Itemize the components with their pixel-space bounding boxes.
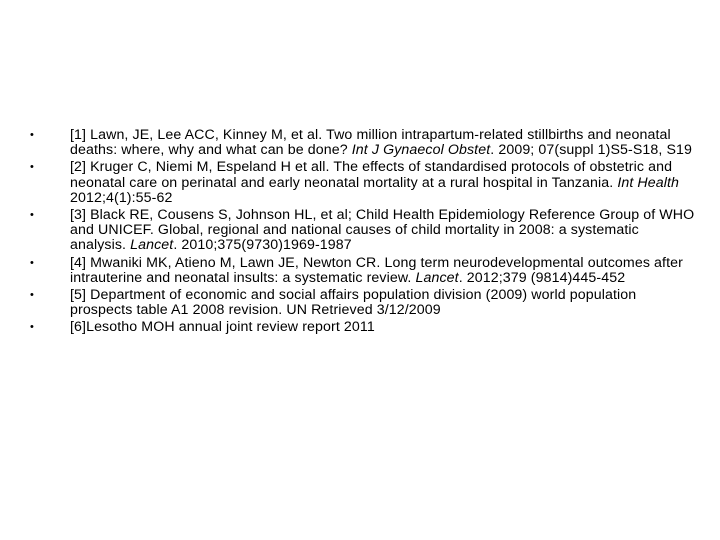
reference-segment: [5] Department of economic and social affairs population division (2009) world population prospects table A1 2008 revision. UN Retrieved 3/12/2009 bbox=[70, 287, 637, 319]
bullet-icon: • bbox=[30, 321, 34, 334]
reference-text bbox=[70, 159, 679, 205]
reference-segment: [4] Mwaniki MK, Atieno M, Lawn JE, Newton CR. Long term neurodevelopmental outcomes after intrauterine and neonatal insults: a systematic review. bbox=[70, 254, 683, 286]
bullet-icon: • bbox=[30, 289, 34, 302]
reference-segment: . 2009; 07(suppl 1)S5-S18, S19 bbox=[490, 142, 693, 159]
reference-segment: [3] Black RE, Cousens S, Johnson HL, et al; Child Health Epidemiology Reference Group of WHO and UNICEF. Global, regional and national causes of child mortality in 2008: a systematic analysis. bbox=[70, 207, 695, 254]
reference-text bbox=[70, 127, 692, 158]
reference-journal: Int Health bbox=[617, 174, 680, 191]
reference-text bbox=[70, 255, 683, 286]
reference-segment: [6]Lesotho MOH annual joint review report 2011 bbox=[70, 319, 375, 336]
reference-segment: [1] Lawn, JE, Lee ACC, Kinney M, et al. Two million intrapartum-related stillbirths and neonatal deaths: where, why and what can be done? bbox=[70, 127, 671, 159]
bullet-icon: • bbox=[30, 161, 34, 174]
bullet-icon: • bbox=[30, 256, 34, 269]
bullet-icon: • bbox=[30, 129, 34, 141]
reference-segment: . 2012;379 (9814)445-452 bbox=[458, 269, 626, 286]
reference-text bbox=[70, 319, 375, 335]
reference-journal: Lancet bbox=[415, 269, 459, 286]
bullet-icon: • bbox=[30, 209, 34, 222]
reference-segment: 2012;4(1):55-62 bbox=[70, 189, 173, 206]
reference-journal: Int J Gynaecol Obstet bbox=[351, 142, 491, 159]
reference-item bbox=[26, 208, 698, 254]
reference-list bbox=[26, 128, 698, 338]
reference-text bbox=[70, 207, 694, 253]
reference-journal: Lancet bbox=[130, 237, 174, 254]
reference-text bbox=[70, 287, 636, 318]
reference-item bbox=[26, 128, 698, 158]
reference-segment: . 2010;375(9730)1969-1987 bbox=[173, 237, 352, 254]
reference-item bbox=[26, 160, 698, 206]
reference-item bbox=[26, 256, 698, 286]
reference-item bbox=[26, 288, 698, 318]
reference-item bbox=[26, 320, 698, 335]
reference-segment: [2] Kruger C, Niemi M, Espeland H et all. The effects of standardised protocols of obstetric and neonatal care on perinatal and early neonatal mortality at a rural hospital in Tanzania. bbox=[70, 159, 673, 191]
